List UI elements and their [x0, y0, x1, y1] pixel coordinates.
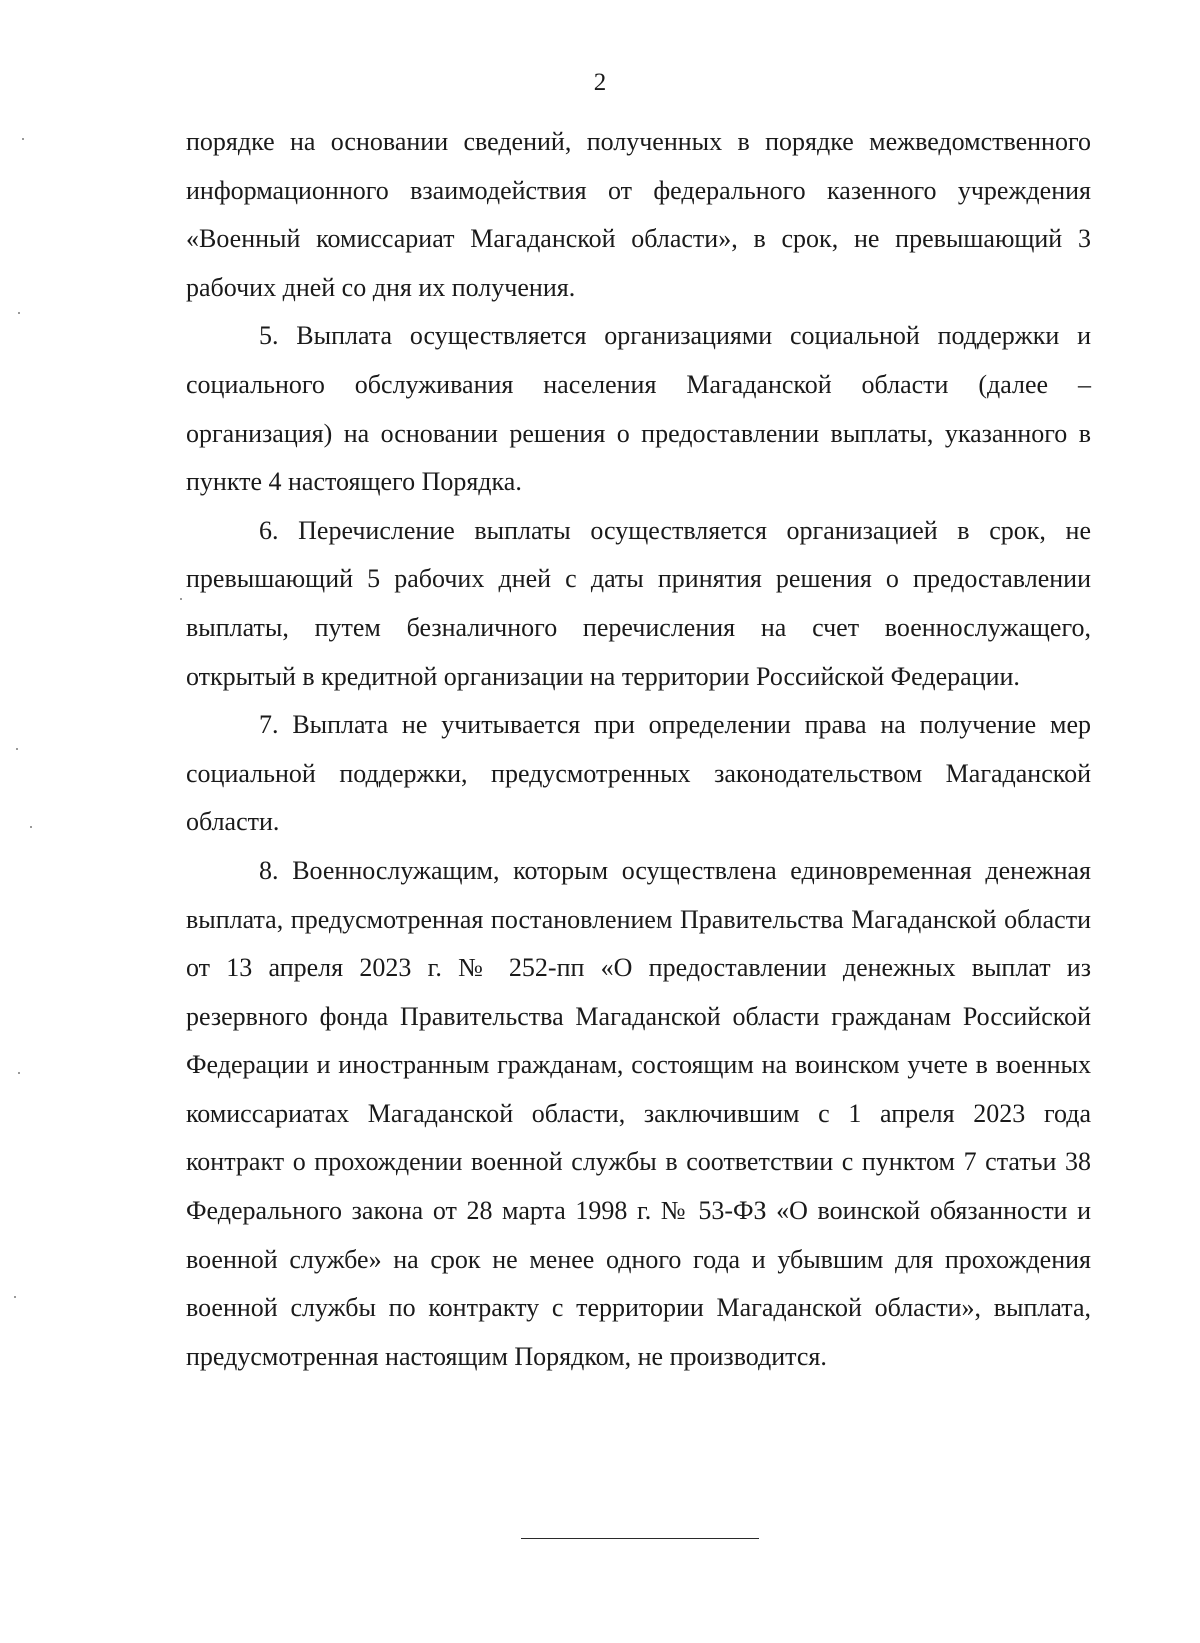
- paragraph-item-5: 5. Выплата осуществляется организациями социальной поддержки и социального обслуживания населения Магаданской области (далее – организация) на основании решения о предоставлении выплаты, указанного в пункте 4 настоящего Порядка.: [186, 321, 1091, 497]
- scan-speck: [30, 826, 32, 828]
- scan-speck: [18, 312, 20, 314]
- paragraph-item-6: 6. Перечисление выплаты осуществляется организацией в срок, не превышающий 5 рабочих дней с даты принятия решения о предоставлении выплаты, путем безналичного перечисления на счет военнослужащего, открытый в кредитной организации на территории Российской Федерации.: [186, 515, 1091, 691]
- page-number: 2: [593, 69, 607, 96]
- paragraph-item-8: 8. Военнослужащим, которым осуществлена единовременная денежная выплата, предусмотренная постановлением Правительства Магаданской области от 13 апреля 2023 г. № 252-пп «О предоставлении денежных выплат из резервного фонда Правительства Магаданской области гражданам Российской Федерации и иностранным гражданам, состоящим на воинском учете в военных комиссариатах Магаданской области, заключившим с 1 апреля 2023 года контракт о прохождении военной службы в соответствии с пунктом 7 статьи 38 Федерального закона от 28 марта 1998 г. № 53-ФЗ «О воинской обязанности и военной службе» на срок не менее одного года и убывшим для прохождения военной службы по контракту с территории Магаданской области», выплата, предусмотренная настоящим Порядком, не производится.: [186, 855, 1091, 1371]
- scan-speck: [18, 1072, 20, 1074]
- scan-speck: [16, 748, 18, 750]
- paragraph-continuation: порядке на основании сведений, полученных в порядке межведомственного информационного взаимодействия от федерального казенного учреждения «Военный комиссариат Магаданской области», в срок, не превышающий 3 рабочих дней со дня их получения.: [186, 127, 1091, 302]
- scan-speck: [180, 598, 182, 600]
- scan-speck: [14, 1296, 16, 1298]
- paragraph-item-7: 7. Выплата не учитывается при определении права на получение мер социальной поддержки, предусмотренных законодательством Магаданской области.: [186, 710, 1091, 837]
- scan-speck: [22, 138, 24, 140]
- end-of-document-rule: [521, 1538, 759, 1539]
- document-body: [186, 118, 1091, 1381]
